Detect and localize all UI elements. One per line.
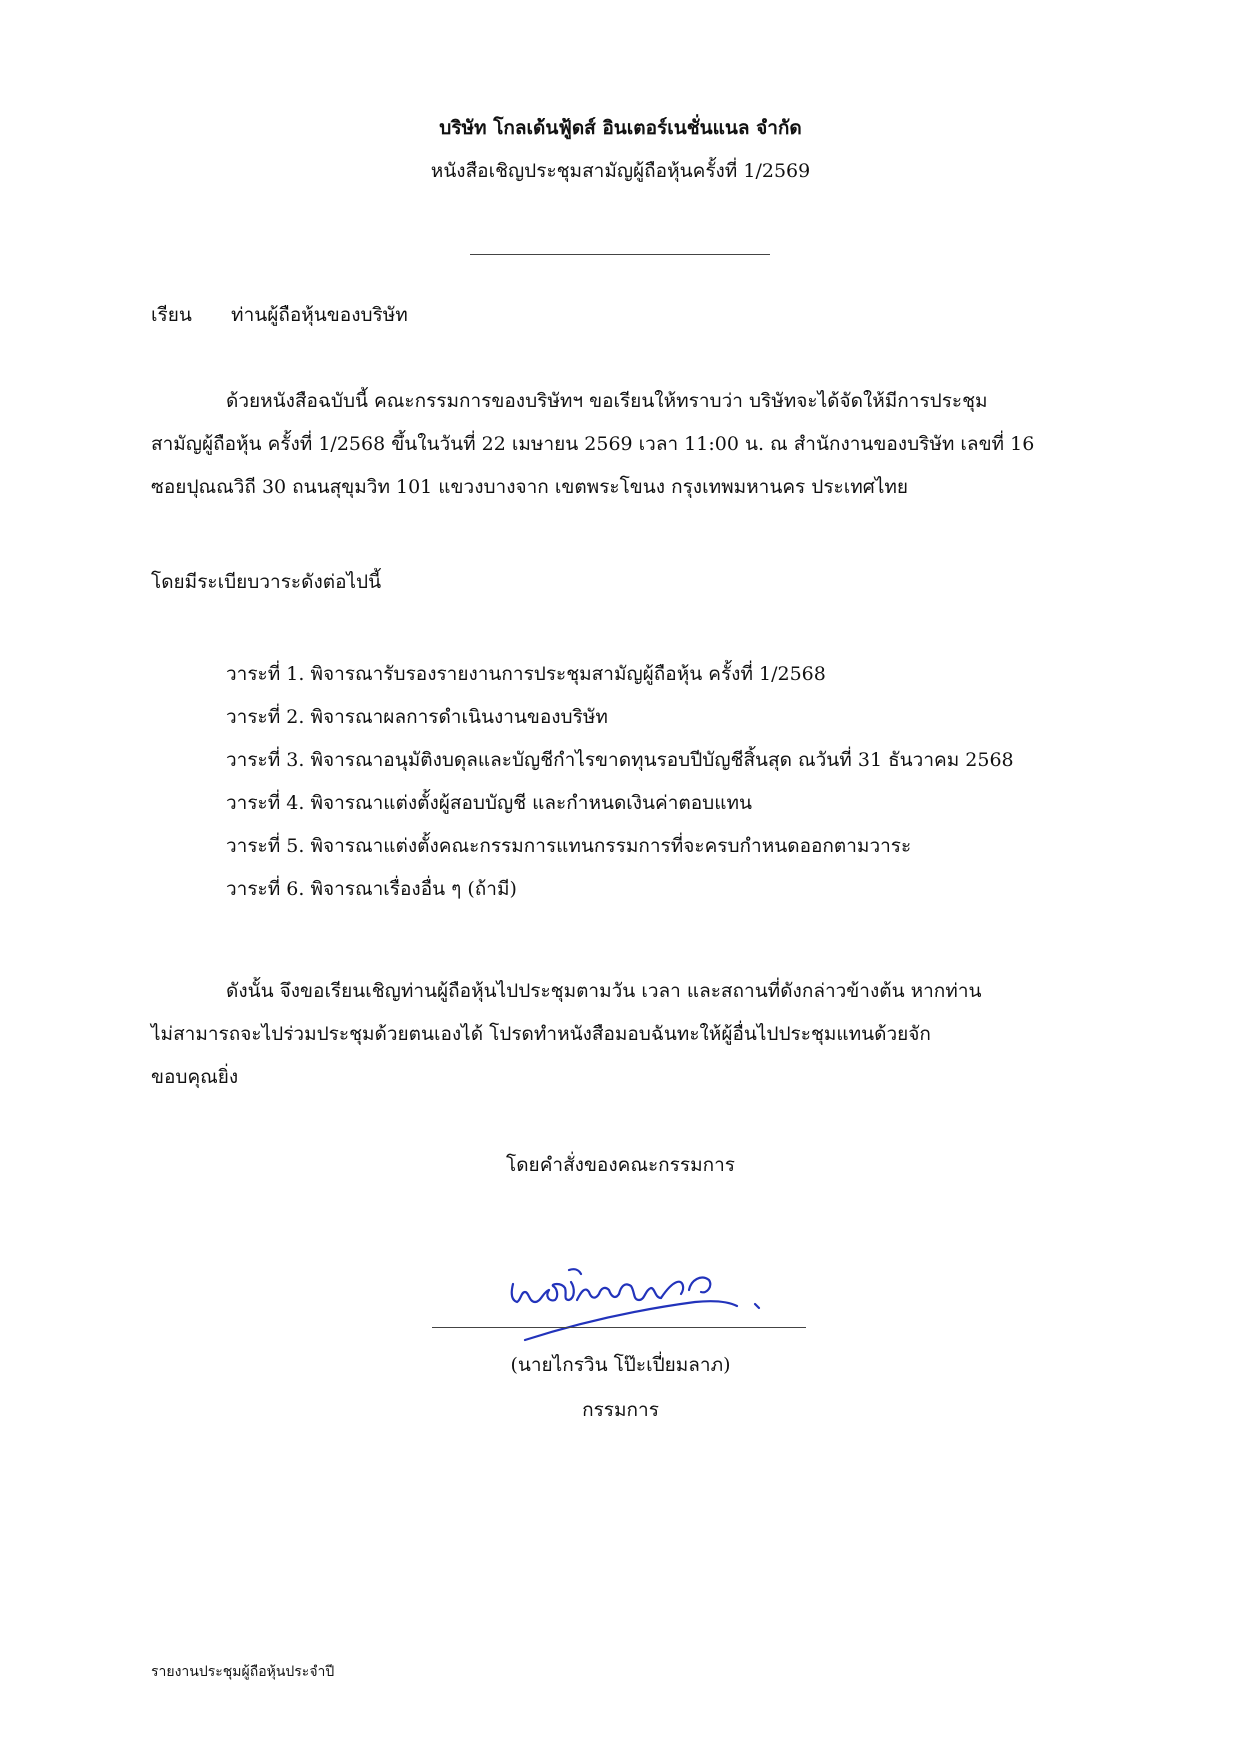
agenda-list (226, 653, 1014, 911)
title-divider (470, 254, 770, 255)
invitation-paragraph (151, 380, 1089, 509)
agenda-item: วาระที่ 5. พิจารณาแต่งตั้งคณะกรรมการแทนกรรมการที่จะครบกำหนดออกตามวาระ (226, 835, 912, 857)
agenda-item: วาระที่ 6. พิจารณาเรื่องอื่น ๆ (ถ้ามี) (226, 878, 517, 900)
page-footer: รายงานประชุมผู้ถือหุ้นประจำปี (151, 1664, 335, 1680)
document-title: หนังสือเชิญประชุมสามัญผู้ถือหุ้นครั้งที่ 1/2569 (430, 160, 811, 182)
paragraph-line: ขอบคุณยิ่ง (151, 1066, 239, 1088)
agenda-item: วาระที่ 3. พิจารณาอนุมัติงบดุลและบัญชีกำไรขาดทุนรอบปีบัญชีสิ้นสุด ณวันที่ 31 ธันวาคม 2568 (226, 749, 1014, 771)
agenda-intro: โดยมีระเบียบวาระดังต่อไปนี้ (151, 571, 382, 593)
company-name: บริษัท โกลเด้นฟู้ดส์ อินเตอร์เนชั่นแนล จำกัด (439, 117, 802, 139)
closing-paragraph (151, 970, 1089, 1099)
by-order-line: โดยคำสั่งของคณะกรรมการ (506, 1154, 735, 1176)
paragraph-line: ดังนั้น จึงขอเรียนเชิญท่านผู้ถือหุ้นไปประชุมตามวัน เวลา และสถานที่ดังกล่าวข้างต้น หากท่าน (226, 980, 982, 1002)
signature-line (432, 1327, 806, 1328)
paragraph-line: สามัญผู้ถือหุ้น ครั้งที่ 1/2568 ขึ้นในวันที่ 22 เมษายน 2569 เวลา 11:00 น. ณ สำนักงานของบริษัท เลขที่ 16 (151, 433, 1035, 455)
paragraph-line: ด้วยหนังสือฉบับนี้ คณะกรรมการของบริษัทฯ ขอเรียนให้ทราบว่า บริษัทจะได้จัดให้มีการประชุม (226, 390, 988, 412)
salutation (151, 300, 408, 330)
signer-title: กรรมการ (582, 1399, 659, 1421)
agenda-item: วาระที่ 1. พิจารณารับรองรายงานการประชุมสามัญผู้ถือหุ้น ครั้งที่ 1/2568 (226, 663, 826, 685)
agenda-item: วาระที่ 2. พิจารณาผลการดำเนินงานของบริษัท (226, 706, 608, 728)
paragraph-line: ไม่สามารถจะไปร่วมประชุมด้วยตนเองได้ โปรดทำหนังสือมอบฉันทะให้ผู้อื่นไปประชุมแทนด้วยจัก (151, 1023, 931, 1045)
agenda-item: วาระที่ 4. พิจารณาแต่งตั้งผู้สอบบัญชี และกำหนดเงินค่าตอบแทน (226, 792, 752, 814)
salutation-label: เรียน (151, 304, 192, 326)
handwritten-signature (505, 1262, 765, 1342)
salutation-recipient: ท่านผู้ถือหุ้นของบริษัท (231, 304, 408, 326)
signer-name: (นายไกรวิน โป๊ะเปี่ยมลาภ) (510, 1354, 731, 1376)
paragraph-line: ซอยปุณณวิถี 30 ถนนสุขุมวิท 101 แขวงบางจาก เขตพระโขนง กรุงเทพมหานคร ประเทศไทย (151, 476, 909, 498)
